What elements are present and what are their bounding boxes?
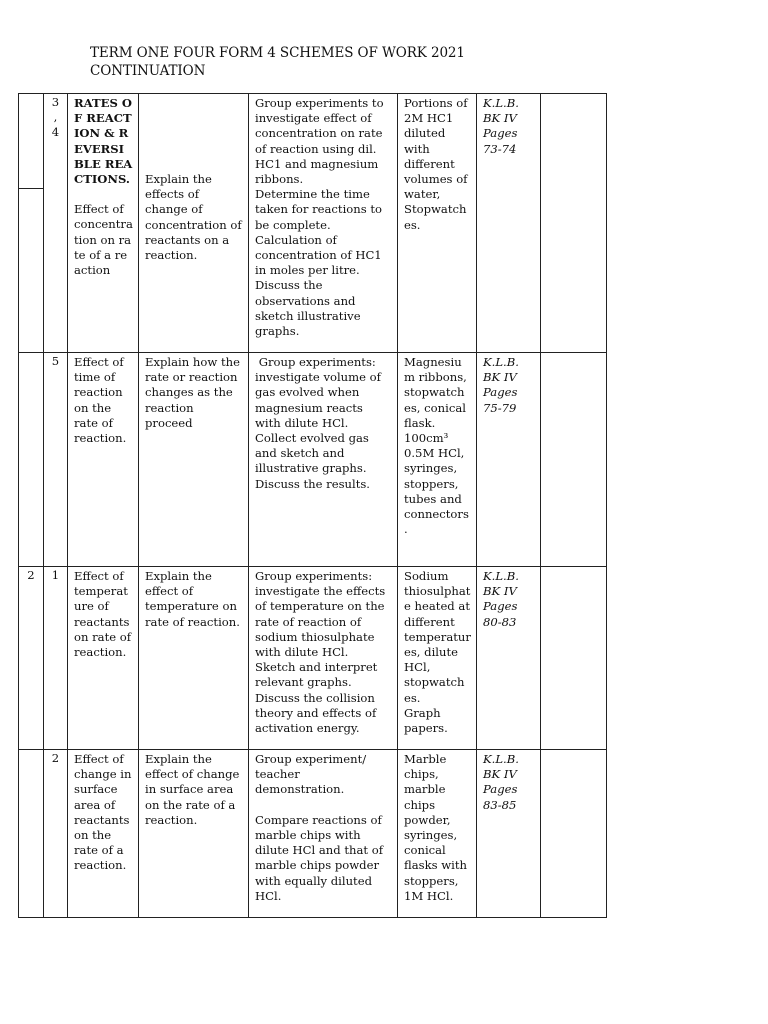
activities-cell: Group experiments: investigate volume of gas evolved when magnesium reacts with dilute HCl. Collect evolved gas and sketch and illustrative graphs. Discuss the results. — [249, 353, 398, 567]
lesson-cell: 2 — [44, 750, 68, 918]
lesson-cell: 3 , 4 — [44, 94, 68, 353]
schemes-of-work-table — [18, 93, 607, 918]
topic-cell: Effect of change in surface area of reactants on the rate of a reaction. — [68, 750, 139, 918]
table-row — [19, 94, 607, 353]
objectives-cell: Explain the effect of change in surface area on the rate of a reaction. — [139, 750, 249, 918]
references-cell: K.L.B. BK IV Pages 83-85 — [477, 750, 541, 918]
table-row — [19, 567, 607, 750]
remarks-cell — [541, 567, 607, 750]
week-cell — [19, 94, 44, 353]
title-line-1: TERM ONE FOUR FORM 4 SCHEMES OF WORK 2021 — [90, 45, 465, 61]
remarks-cell — [541, 750, 607, 918]
activities-cell: Group experiments: investigate the effects of temperature on the rate of reaction of sodium thiosulphate with dilute HCl. Sketch and interpret relevant graphs. Discuss the collision theory and effects of activation energy. — [249, 567, 398, 750]
week-column-divider — [18, 188, 43, 189]
topic-cell: Effect of temperature of reactants on rate of reaction. — [68, 567, 139, 750]
objectives-cell: Explain the effect of temperature on rate of reaction. — [139, 567, 249, 750]
lesson-cell: 1 — [44, 567, 68, 750]
topic-heading: RATES OF REACTION & REVERSIBLE REACTIONS. — [74, 96, 133, 187]
resources-cell: Portions of 2M HC1 diluted with different volumes of water, Stopwatches. — [398, 94, 477, 353]
resources-cell: Sodium thiosulphate heated at different temperatures, dilute HCl, stopwatches. Graph papers. — [398, 567, 477, 750]
lesson-cell: 5 — [44, 353, 68, 567]
week-cell: 2 — [19, 567, 44, 750]
week-cell — [19, 353, 44, 567]
topic-cell — [68, 94, 139, 353]
remarks-cell — [541, 353, 607, 567]
table-row — [19, 750, 607, 918]
topic-text: Effect of concentration on rate of a reaction — [74, 202, 133, 278]
objectives-cell: Explain how the rate or reaction changes as the reaction proceed — [139, 353, 249, 567]
week-cell — [19, 750, 44, 918]
objectives-cell: Explain the effects of change of concentration of reactants on a reaction. — [139, 94, 249, 353]
topic-cell: Effect of time of reaction on the rate of reaction. — [68, 353, 139, 567]
remarks-cell — [541, 94, 607, 353]
activities-cell: Group experiments to investigate effect of concentration on rate of reaction using dil. HC1 and magnesium ribbons. Determine the time taken for reactions to be complete. Calculation of concentration of HC1 in moles per litre. Discuss the observations and sketch illustrative graphs. — [249, 94, 398, 353]
resources-cell: Marble chips, marble chips powder, syringes, conical flasks with stoppers, 1M HCl. — [398, 750, 477, 918]
references-cell: K.L.B. BK IV Pages 75-79 — [477, 353, 541, 567]
references-cell: K.L.B. BK IV Pages 73-74 — [477, 94, 541, 353]
document-title — [90, 44, 465, 80]
resources-cell: Magnesium ribbons, stopwatches, conical flask. 100cm³ 0.5M HCl, syringes, stoppers, tubes and connectors. — [398, 353, 477, 567]
title-line-2: CONTINUATION — [90, 63, 206, 79]
activities-cell: Group experiment/ teacher demonstration. Compare reactions of marble chips with dilute HCl and that of marble chips powder with equally diluted HCl. — [249, 750, 398, 918]
references-cell: K.L.B. BK IV Pages 80-83 — [477, 567, 541, 750]
table-row — [19, 353, 607, 567]
